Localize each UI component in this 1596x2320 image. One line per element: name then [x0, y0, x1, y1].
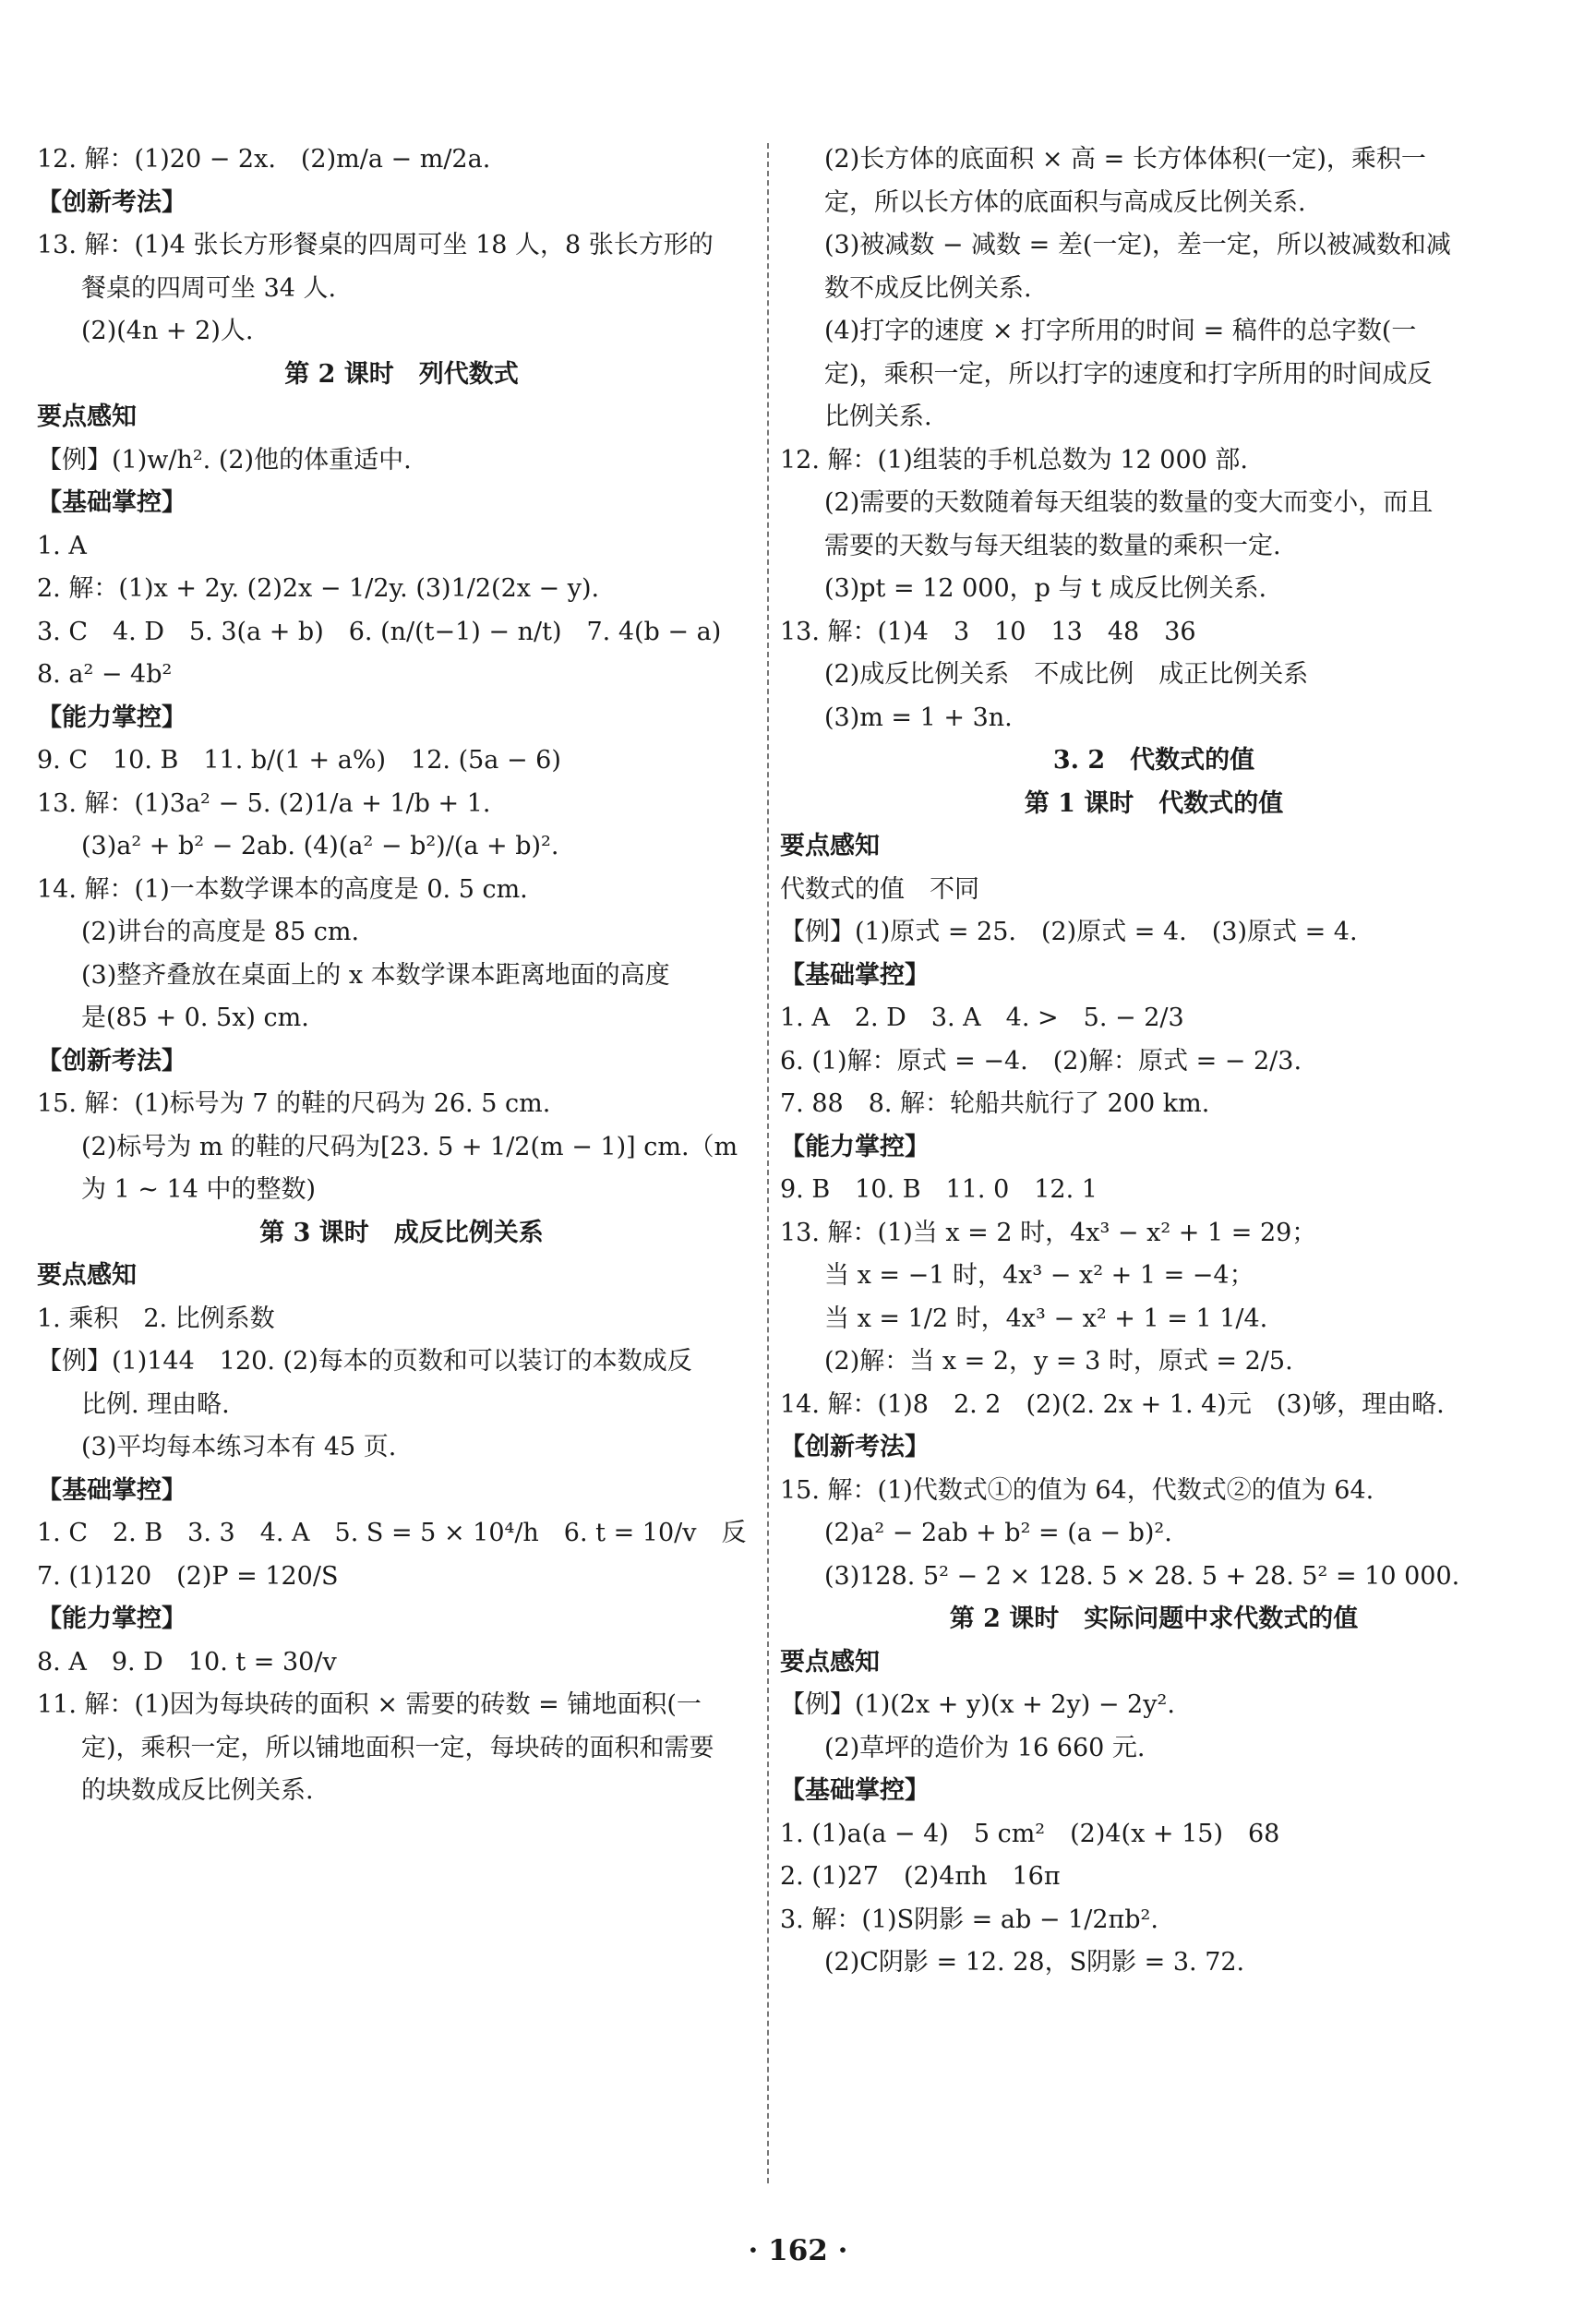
answer-line: 为 1 ~ 14 中的整数): [81, 1175, 317, 1204]
section-heading: 要点感知: [37, 403, 137, 431]
answer-line: 比例. 理由略.: [81, 1389, 230, 1419]
section-heading: 【基础掌控】: [780, 960, 930, 990]
answer-line: 比例关系.: [824, 403, 932, 431]
section-title: 第 1 课时 代数式的值: [1024, 788, 1284, 818]
section-heading: 要点感知: [780, 832, 880, 860]
section-title: 第 2 课时 列代数式: [284, 359, 519, 389]
section-heading: 【基础掌控】: [37, 1475, 186, 1505]
section-title: 3. 2 代数式的值: [1052, 746, 1255, 775]
answer-line: 是(85 + 0. 5x) cm.: [81, 1004, 309, 1032]
answer-line: 15. 解：(1)标号为 7 的鞋的尺码为 26. 5 cm.: [37, 1089, 551, 1118]
answer-line: (2)C阴影 = 12. 28，S阴影 = 3. 72.: [824, 1948, 1245, 1977]
answer-line: 当 x = 1/2 时，4x³ − x² + 1 = 1 1/4.: [824, 1304, 1268, 1333]
answer-line: (2)(4n + 2)人.: [81, 317, 254, 345]
answer-line: (3)128. 5² − 2 × 128. 5 × 28. 5 + 28. 5² = 10 000.: [824, 1561, 1460, 1591]
answer-line: 3. C 4. D 5. 3(a + b) 6. (n/(t−1) − n/t) 7. 4(b − a): [37, 617, 722, 646]
section-heading: 要点感知: [37, 1261, 137, 1290]
section-heading: 【创新考法】: [37, 1046, 186, 1076]
answer-line: 11. 解：(1)因为每块砖的面积 × 需要的砖数 = 铺地面积(一: [37, 1690, 702, 1719]
section-heading: 【能力掌控】: [37, 703, 186, 732]
answer-line: 12. 解：(1)组装的手机总数为 12 000 部.: [780, 445, 1248, 475]
answer-line: 2. 解：(1)x + 2y. (2)2x − 1/2y. (3)1/2(2x − y).: [37, 574, 600, 603]
answer-line: 13. 解：(1)4 3 10 13 48 36: [780, 617, 1196, 646]
answer-line: (2)标号为 m 的鞋的尺码为[23. 5 + 1/2(m − 1)] cm.（m: [81, 1132, 738, 1161]
answer-line: (2)需要的天数随着每天组装的数量的变大而变小，而且: [824, 488, 1434, 517]
answer-line: 2. (1)27 (2)4πh 16π: [780, 1862, 1061, 1891]
section-heading: 【能力掌控】: [37, 1605, 186, 1633]
answer-line: 的块数成反比例关系.: [81, 1776, 314, 1805]
answer-line: 14. 解：(1)8 2. 2 (2)(2. 2x + 1. 4)元 (3)够，理由略.: [780, 1389, 1445, 1419]
answer-line: 定，所以长方体的底面积与高成反比例关系.: [824, 187, 1306, 217]
answer-line: (2)长方体的底面积 × 高 = 长方体体积(一定)，乘积一: [824, 145, 1426, 174]
answer-line: 14. 解：(1)一本数学课本的高度是 0. 5 cm.: [37, 874, 528, 904]
answer-line: 定)，乘积一定，所以铺地面积一定，每块砖的面积和需要: [81, 1733, 714, 1762]
answer-line: (3)m = 1 + 3n.: [824, 703, 1013, 732]
answer-line: 8. a² − 4b²: [37, 660, 173, 689]
answer-line: 【例】(1)w/h². (2)他的体重适中.: [37, 445, 412, 475]
answer-line: (3)平均每本练习本有 45 页.: [81, 1433, 397, 1461]
answer-line: 定)，乘积一定，所以打字的速度和打字所用的时间成反: [824, 359, 1433, 389]
answer-line: 9. B 10. B 11. 0 12. 1: [780, 1175, 1098, 1204]
answer-line: (3)pt = 12 000，p 与 t 成反比例关系.: [824, 574, 1267, 603]
answer-line: 6. (1)解：原式 = −4. (2)解：原式 = − 2/3.: [780, 1046, 1302, 1076]
answer-line: (2)讲台的高度是 85 cm.: [81, 918, 360, 946]
answer-line: 12. 解：(1)20 − 2x. (2)m/a − m/2a.: [37, 145, 491, 174]
answer-line: 1. 乘积 2. 比例系数: [37, 1304, 275, 1333]
answer-line: 1. C 2. B 3. 3 4. A 5. S = 5 × 10⁴/h 6. t = 10/v 反: [37, 1519, 747, 1547]
answer-line: (3)整齐叠放在桌面上的 x 本数学课本距离地面的高度: [81, 960, 670, 990]
answer-line: 数不成反比例关系.: [824, 273, 1032, 303]
left-column: [37, 138, 766, 1813]
answer-line: 【例】(1)(2x + y)(x + 2y) − 2y².: [780, 1690, 1175, 1719]
right-column: [780, 138, 1528, 1985]
answer-line: (4)打字的速度 × 打字所用的时间 = 稿件的总字数(一: [824, 317, 1417, 345]
answer-line: (3)被减数 − 减数 = 差(一定)，差一定，所以被减数和减: [824, 231, 1451, 259]
answer-line: 1. A 2. D 3. A 4. > 5. − 2/3: [780, 1004, 1184, 1032]
page-number: · 162 ·: [748, 2234, 848, 2267]
section-heading: 【创新考法】: [37, 187, 186, 217]
section-heading: 【创新考法】: [780, 1433, 930, 1461]
section-title: 第 2 课时 实际问题中求代数式的值: [949, 1605, 1359, 1633]
answer-line: 【例】(1)144 120. (2)每本的页数和可以装订的本数成反: [37, 1347, 692, 1376]
answer-line: 餐桌的四周可坐 34 人.: [81, 273, 337, 303]
section-heading: 【能力掌控】: [780, 1132, 930, 1161]
section-heading: 【基础掌控】: [37, 488, 186, 517]
answer-line: 8. A 9. D 10. t = 30/v: [37, 1647, 337, 1677]
answer-line: (2)解：当 x = 2，y = 3 时，原式 = 2/5.: [824, 1347, 1293, 1376]
answer-line: 【例】(1)原式 = 25. (2)原式 = 4. (3)原式 = 4.: [780, 918, 1358, 946]
answer-line: (2)成反比例关系 不成比例 成正比例关系: [824, 660, 1309, 689]
answer-line: 1. A: [37, 531, 87, 560]
answer-line: (2)草坪的造价为 16 660 元.: [824, 1733, 1146, 1762]
column-divider: [767, 143, 769, 2183]
answer-line: 1. (1)a(a − 4) 5 cm² (2)4(x + 15) 68: [780, 1819, 1280, 1848]
section-heading: 要点感知: [780, 1647, 880, 1677]
answer-line: (2)a² − 2ab + b² = (a − b)².: [824, 1519, 1172, 1547]
answer-line: 3. 解：(1)S阴影 = ab − 1/2πb².: [780, 1905, 1158, 1934]
answer-line: 13. 解：(1)当 x = 2 时，4x³ − x² + 1 = 29；: [780, 1218, 1317, 1247]
answer-line: 13. 解：(1)3a² − 5. (2)1/a + 1/b + 1.: [37, 788, 491, 818]
answer-line: 7. (1)120 (2)P = 120/S: [37, 1561, 339, 1591]
answer-line: 13. 解：(1)4 张长方形餐桌的四周可坐 18 人，8 张长方形的: [37, 231, 714, 259]
answer-line: 当 x = −1 时，4x³ − x² + 1 = −4；: [824, 1261, 1254, 1290]
answer-line: 9. C 10. B 11. b/(1 + a%) 12. (5a − 6): [37, 746, 561, 775]
section-heading: 【基础掌控】: [780, 1776, 930, 1805]
answer-line: 15. 解：(1)代数式①的值为 64，代数式②的值为 64.: [780, 1475, 1374, 1505]
section-title: 第 3 课时 成反比例关系: [259, 1218, 544, 1247]
answer-line: 代数式的值 不同: [780, 874, 979, 904]
answer-line: 7. 88 8. 解：轮船共航行了 200 km.: [780, 1089, 1210, 1118]
answer-line: 需要的天数与每天组装的数量的乘积一定.: [824, 531, 1281, 560]
answer-line: (3)a² + b² − 2ab. (4)(a² − b²)/(a + b)².: [81, 832, 559, 860]
